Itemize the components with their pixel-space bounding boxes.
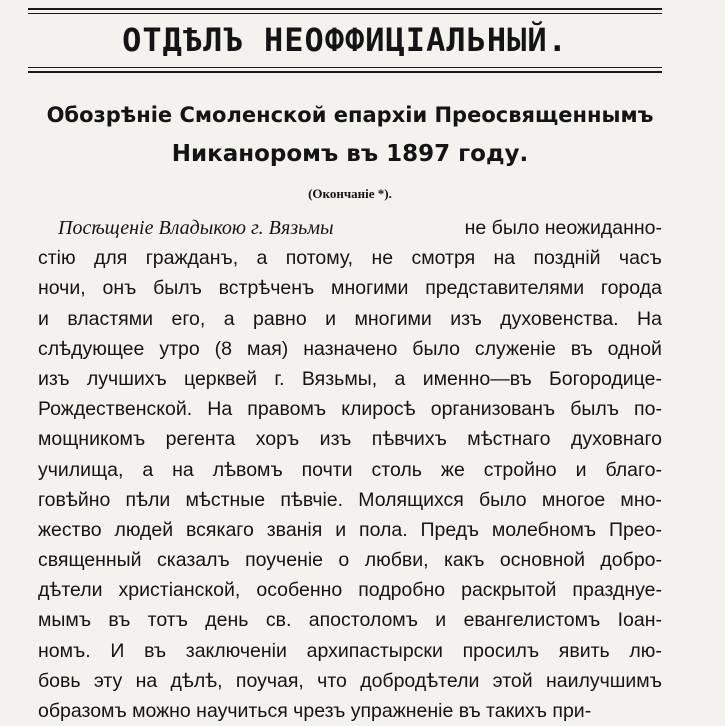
word: людей xyxy=(114,518,174,541)
word: добро- xyxy=(600,549,662,572)
word: города xyxy=(600,277,662,300)
word: бовь xyxy=(38,669,81,692)
word: мно- xyxy=(620,488,662,511)
word: мая) xyxy=(246,337,289,360)
word: Рождественской. xyxy=(38,398,193,421)
top-rule-thin xyxy=(28,13,662,14)
word: равно xyxy=(253,307,307,330)
word: клиросѣ xyxy=(341,398,416,421)
word: властями xyxy=(67,307,154,330)
text-line xyxy=(38,424,662,454)
word: утро xyxy=(159,337,200,360)
word: духовенства. xyxy=(500,307,619,330)
word: хоръ xyxy=(255,428,300,451)
word: въ xyxy=(144,639,167,662)
word: не xyxy=(371,247,394,270)
heading-rule xyxy=(28,71,662,73)
word: лучшихъ xyxy=(86,367,167,390)
word: же xyxy=(440,458,465,481)
word: именно—въ xyxy=(422,367,532,390)
word: пѣвчіе. xyxy=(280,488,344,511)
word: поученіе xyxy=(245,549,323,572)
word: мѣстнаго xyxy=(467,428,551,451)
word: многими xyxy=(331,277,409,300)
word: о xyxy=(338,549,350,572)
word: стію xyxy=(38,247,76,270)
article-title-line: Обозрѣніе Смоленской епархіи Преосвященнымъ xyxy=(46,103,654,127)
word: а xyxy=(256,247,268,270)
text-line xyxy=(38,394,662,424)
word: мымъ xyxy=(38,609,92,632)
word: дѣлѣ, xyxy=(170,669,223,692)
heading-rule-thin xyxy=(28,67,662,68)
word: номъ. xyxy=(38,639,91,662)
word: представителями xyxy=(425,277,585,300)
word: просилъ xyxy=(462,639,540,662)
text-line xyxy=(38,243,662,273)
word: поздній xyxy=(533,247,601,270)
word: и xyxy=(435,609,447,632)
word: христіанской, xyxy=(118,579,241,602)
word: званія xyxy=(266,518,323,541)
word: а xyxy=(223,307,235,330)
article-title xyxy=(40,96,660,174)
word: эту xyxy=(93,669,123,692)
word: этой xyxy=(492,669,533,692)
word: было xyxy=(412,337,460,360)
word: апостоломъ xyxy=(308,609,418,632)
word: Іоан- xyxy=(617,609,662,632)
word: жество xyxy=(38,518,102,541)
word: Вязьмы, xyxy=(301,367,378,390)
word: пѣвчихъ xyxy=(371,428,447,451)
word: На xyxy=(637,307,662,330)
word: Богородице- xyxy=(548,367,662,390)
word: духовнаго xyxy=(570,428,662,451)
word: тотъ xyxy=(147,609,188,632)
word: И xyxy=(110,639,125,662)
word: и xyxy=(575,458,587,481)
word: мощникомъ xyxy=(38,428,146,451)
text-line xyxy=(38,455,662,485)
word: почти xyxy=(301,458,353,481)
word: евангелистомъ xyxy=(463,609,601,632)
word: архипастырски xyxy=(306,639,443,662)
text-line xyxy=(38,636,662,666)
word: организованъ xyxy=(430,398,556,421)
word: и xyxy=(38,307,49,330)
word: поучая, xyxy=(235,669,304,692)
text-line xyxy=(38,485,662,515)
word: было xyxy=(479,488,527,511)
word: былъ xyxy=(153,277,202,300)
word: смотря xyxy=(411,247,476,270)
word: дѣтели xyxy=(38,579,103,602)
word: лю- xyxy=(629,639,662,662)
text-line xyxy=(38,666,662,696)
word: былъ xyxy=(570,398,619,421)
word: (8 xyxy=(214,337,232,360)
word: день xyxy=(205,609,249,632)
word: какъ xyxy=(443,549,485,572)
word: раскрытой xyxy=(461,579,557,602)
word: На xyxy=(207,398,233,421)
text-line xyxy=(38,545,662,575)
text-line xyxy=(38,213,662,243)
word: заключеніи xyxy=(185,639,287,662)
word: часъ xyxy=(618,247,662,270)
word: слѣдующее xyxy=(38,337,145,360)
word: говѣйно xyxy=(38,488,111,511)
text-line xyxy=(38,273,662,303)
word: наилучшимъ xyxy=(545,669,662,692)
article-title-line: Никаноромъ въ 1897 году. xyxy=(171,141,529,167)
line-text: не было неожиданно- xyxy=(464,217,662,239)
word: гражданъ, xyxy=(145,247,239,270)
text-line xyxy=(38,605,662,635)
article-body xyxy=(38,213,662,726)
word: училища, xyxy=(38,458,124,481)
word: мѣстные xyxy=(185,488,266,511)
word: добродѣтели xyxy=(360,669,480,692)
word: изъ xyxy=(450,307,482,330)
word: ночи, xyxy=(38,277,86,300)
word: пѣли xyxy=(125,488,171,511)
text-line xyxy=(38,364,662,394)
word: на xyxy=(135,669,158,692)
word: особенно xyxy=(256,579,343,602)
word: многими xyxy=(354,307,432,330)
word: регента xyxy=(165,428,236,451)
word: столь xyxy=(371,458,422,481)
word: и xyxy=(335,518,347,541)
word: назначено xyxy=(303,337,398,360)
word: Предъ xyxy=(420,518,479,541)
word: а xyxy=(142,458,154,481)
word: церквей xyxy=(184,367,258,390)
word: основной xyxy=(499,549,585,572)
word: подробно xyxy=(358,579,446,602)
word: правомъ xyxy=(247,398,327,421)
text-line xyxy=(38,334,662,364)
word: для xyxy=(94,247,128,270)
word: священный xyxy=(38,549,142,572)
word: сказалъ xyxy=(157,549,230,572)
word: въ xyxy=(570,337,593,360)
word: а xyxy=(394,367,406,390)
word: онъ xyxy=(102,277,137,300)
section-heading: ОТДѢЛЪ НЕОФФИЦІАЛЬНЫЙ. xyxy=(122,21,568,59)
text-line: образомъ можно научиться чрезъ упражненіе въ такихъ при- xyxy=(38,700,592,722)
word: встрѣченъ xyxy=(218,277,315,300)
top-rule xyxy=(28,8,662,10)
word: многое xyxy=(541,488,606,511)
word: лѣвомъ xyxy=(212,458,283,481)
word: что xyxy=(317,669,347,692)
article-note: (Окончаніе *). xyxy=(308,186,392,201)
word: благо- xyxy=(605,458,662,481)
word: всякаго xyxy=(186,518,254,541)
word: Молящихся xyxy=(358,488,464,511)
word: на xyxy=(172,458,194,481)
word: Прео- xyxy=(608,518,662,541)
text-line xyxy=(38,575,662,605)
text-line xyxy=(38,304,662,334)
word: потому, xyxy=(285,247,354,270)
word: его, xyxy=(171,307,206,330)
word: и xyxy=(325,307,337,330)
word: св. xyxy=(265,609,292,632)
word: празднуе- xyxy=(572,579,662,602)
word: служеніе xyxy=(474,337,556,360)
word: изъ xyxy=(38,367,70,390)
word: г. xyxy=(274,367,285,390)
text-line xyxy=(38,515,662,545)
word: одной xyxy=(607,337,662,360)
italic-lead: Посѣщеніе Владыкою г. Вязьмы xyxy=(58,217,334,239)
word: въ xyxy=(108,609,131,632)
word: любви, xyxy=(364,549,429,572)
word: явить xyxy=(558,639,610,662)
word: на xyxy=(493,247,516,270)
word: по- xyxy=(634,398,662,421)
word: пола. xyxy=(359,518,408,541)
word: изъ xyxy=(319,428,352,451)
word: стройно xyxy=(483,458,557,481)
word: молебномъ xyxy=(491,518,597,541)
